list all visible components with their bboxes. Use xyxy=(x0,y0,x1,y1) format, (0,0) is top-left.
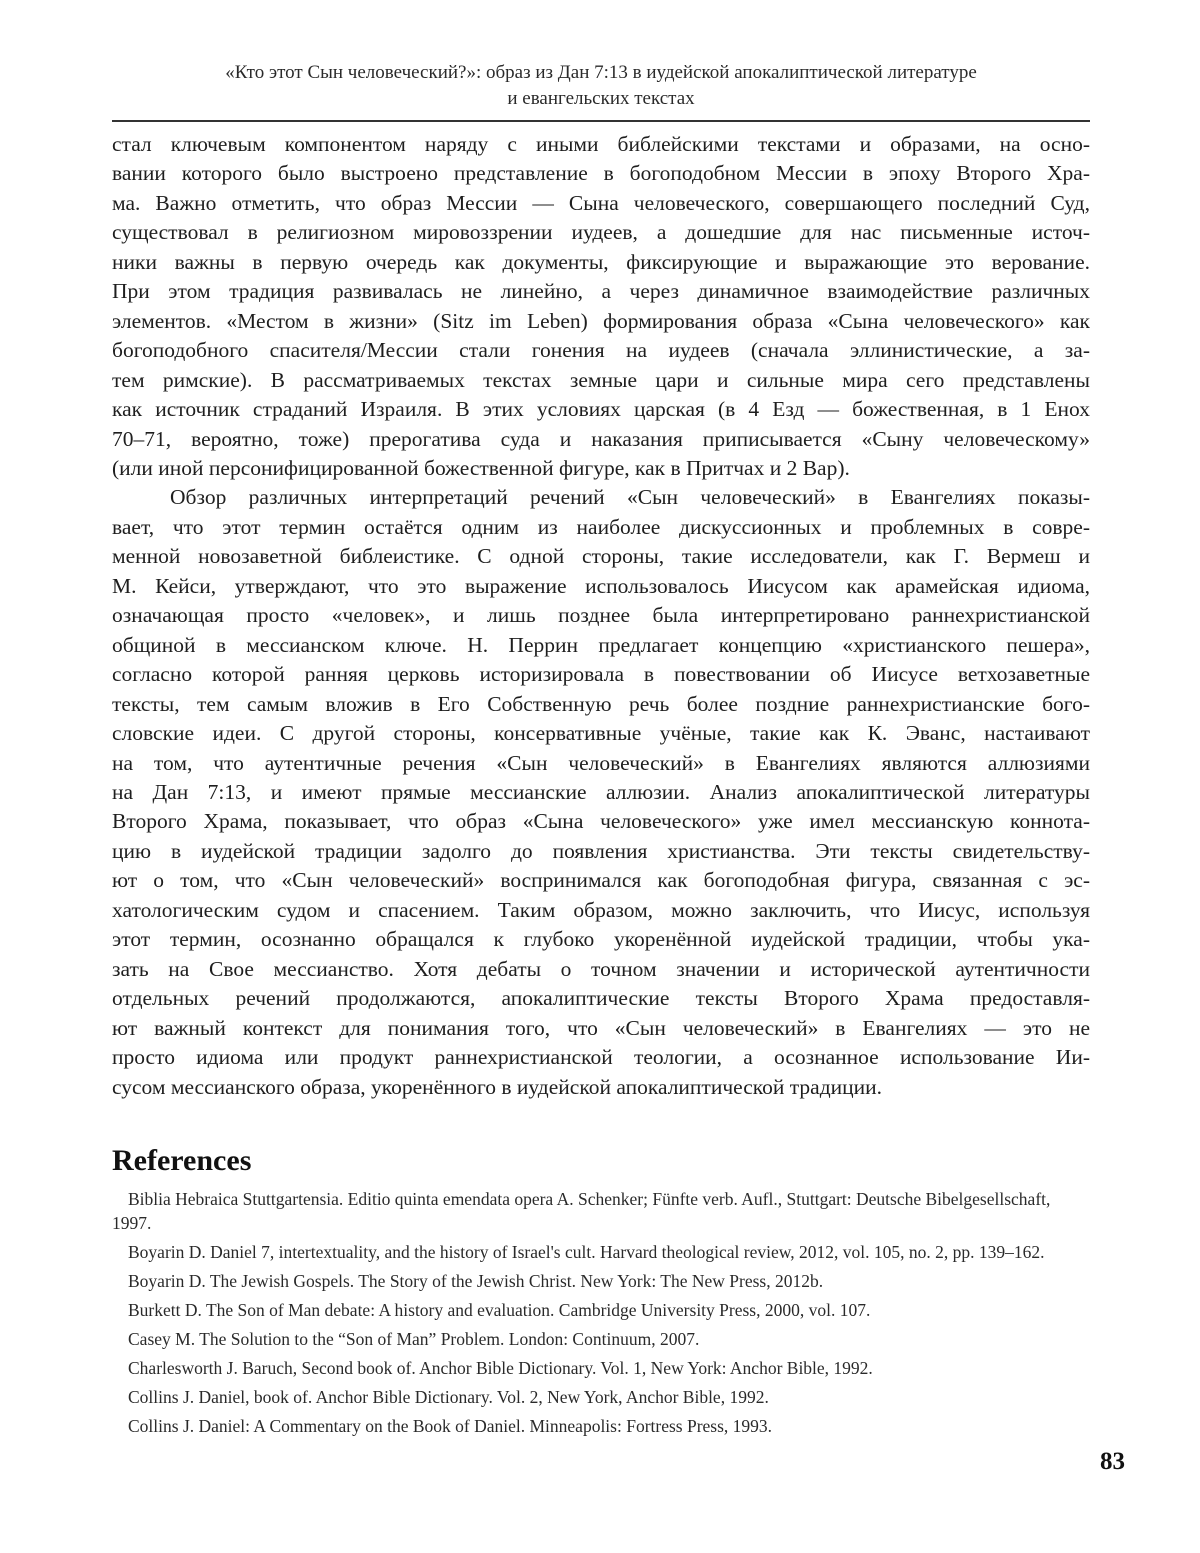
paragraph-line: цию в иудейской традиции задолго до появления христианства. Эти тексты свидетельству- xyxy=(112,837,1090,866)
paragraph-line: отдельных речений продолжаются, апокалиптические тексты Второго Храма предоставля- xyxy=(112,984,1090,1013)
paragraph-line: ют о том, что «Сын человеческий» воспринимался как богоподобная фигура, связанная с эс- xyxy=(112,866,1090,895)
paragraph-line: зать на Свое мессианство. Хотя дебаты о точном значении и исторической аутентичности xyxy=(112,955,1090,984)
paragraph-line: вает, что этот термин остаётся одним из наиболее дискуссионных и проблемных в совре- xyxy=(112,513,1090,542)
page-number: 83 xyxy=(1100,1448,1125,1476)
running-header-line-1: «Кто этот Сын человеческий?»: образ из Дан 7:13 в иудейской апокалиптической литературе xyxy=(112,60,1090,86)
paragraph-line: согласно которой ранняя церковь историзировала в повествовании об Иисусе ветхозаветные xyxy=(112,660,1090,689)
paragraph-line: общиной в мессианском ключе. Н. Перрин предлагает концепцию «христианского пешера», xyxy=(112,631,1090,660)
paragraph-line: на том, что аутентичные речения «Сын человеческий» в Евангелиях являются аллюзиями xyxy=(112,749,1090,778)
paragraph-line: вании которого было выстроено представление в богоподобном Мессии в эпоху Второго Хра- xyxy=(112,159,1090,188)
reference-item: Burkett D. The Son of Man debate: A history and evaluation. Cambridge University Press, 2000, vol. 107. xyxy=(112,1298,1090,1322)
paragraph-line: сусом мессианского образа, укоренённого в иудейской апокалиптической традиции. xyxy=(112,1073,1090,1102)
reference-item: Boyarin D. The Jewish Gospels. The Story of the Jewish Christ. New York: The New Press, 2012b. xyxy=(112,1269,1090,1293)
paragraph-line: менной новозаветной библеистике. С одной стороны, такие исследователи, как Г. Вермеш и xyxy=(112,542,1090,571)
paragraph-line: стал ключевым компонентом наряду с иными библейскими текстами и образами, на осно- xyxy=(112,130,1090,159)
paragraph-line: ники важны в первую очередь как документы, фиксирующие и выражающие это верование. xyxy=(112,248,1090,277)
paragraph-line: (или иной персонифицированной божественной фигуре, как в Притчах и 2 Вар). xyxy=(112,454,1090,483)
reference-item: Boyarin D. Daniel 7, intertextuality, and the history of Israel's cult. Harvard theological review, 2012, vol. 105, no. 2, pp. 139–162. xyxy=(112,1240,1090,1264)
paragraph-line: просто идиома или продукт раннехристианской теологии, а осознанное использование Ии- xyxy=(112,1043,1090,1072)
paragraph-line: этот термин, осознанно обращался к глубоко укоренённой иудейской традиции, чтобы ука- xyxy=(112,925,1090,954)
paragraph-line: М. Кейси, утверждают, что это выражение использовалось Иисусом как арамейская идиома, xyxy=(112,572,1090,601)
header-rule xyxy=(112,120,1090,122)
paragraph xyxy=(112,130,1090,483)
reference-item: Collins J. Daniel: A Commentary on the Book of Daniel. Minneapolis: Fortress Press, 1993. xyxy=(112,1414,1090,1438)
paragraph-line: как источник страданий Израиля. В этих условиях царская (в 4 Езд — божественная, в 1 Енох xyxy=(112,395,1090,424)
reference-item: Biblia Hebraica Stuttgartensia. Editio quinta emendata opera A. Schenker; Fünfte verb. Aufl., Stuttgart: Deutsche Bibelgesellschaft, 1997. xyxy=(112,1187,1090,1235)
paragraph-line: тем римские). В рассматриваемых текстах земные цари и сильные мира сего представлены xyxy=(112,366,1090,395)
paragraph-line: на Дан 7:13, и имеют прямые мессианские аллюзии. Анализ апокалиптической литературы xyxy=(112,778,1090,807)
paragraph-line: ют важный контекст для понимания того, что «Сын человеческий» в Евангелиях — это не xyxy=(112,1014,1090,1043)
paragraph-line: хатологическим судом и спасением. Таким образом, можно заключить, что Иисус, используя xyxy=(112,896,1090,925)
paragraph-line: Второго Храма, показывает, что образ «Сына человеческого» уже имел мессианскую коннота- xyxy=(112,807,1090,836)
reference-item: Collins J. Daniel, book of. Anchor Bible Dictionary. Vol. 2, New York, Anchor Bible, 1992. xyxy=(112,1385,1090,1409)
reference-item: Charlesworth J. Baruch, Second book of. Anchor Bible Dictionary. Vol. 1, New York: Anchor Bible, 1992. xyxy=(112,1356,1090,1380)
paragraph-line: Обзор различных интерпретаций речений «Сын человеческий» в Евангелиях показы- xyxy=(112,483,1090,512)
reference-item: Casey M. The Solution to the “Son of Man” Problem. London: Continuum, 2007. xyxy=(112,1327,1090,1351)
paragraph-line: элементов. «Местом в жизни» (Sitz im Leben) формирования образа «Сына человеческого» как xyxy=(112,307,1090,336)
running-header xyxy=(112,60,1090,112)
paragraph-line: тексты, тем самым вложив в Его Собственную речь более поздние раннехристианские бого- xyxy=(112,690,1090,719)
references-list xyxy=(112,1187,1090,1443)
paragraph-line: означающая просто «человек», и лишь позднее была интерпретировано раннехристианской xyxy=(112,601,1090,630)
paragraph-line: богоподобного спасителя/Мессии стали гонения на иудеев (сначала эллинистические, а за- xyxy=(112,336,1090,365)
paragraph-line: существовал в религиозном мировоззрении иудеев, а дошедшие для нас письменные источ- xyxy=(112,218,1090,247)
paragraph-line: ма. Важно отметить, что образ Мессии — Сына человеческого, совершающего последний Суд, xyxy=(112,189,1090,218)
paragraph-line: При этом традиция развивалась не линейно, а через динамичное взаимодействие различных xyxy=(112,277,1090,306)
body-text xyxy=(112,130,1090,1102)
paragraph xyxy=(112,483,1090,1102)
paragraph-line: словские идеи. С другой стороны, консервативные учёные, такие как К. Эванс, настаивают xyxy=(112,719,1090,748)
references-heading: References xyxy=(112,1144,251,1178)
paragraph-line: 70–71, вероятно, тоже) прерогатива суда и наказания приписывается «Сыну человеческому» xyxy=(112,425,1090,454)
running-header-line-2: и евангельских текстах xyxy=(112,86,1090,112)
